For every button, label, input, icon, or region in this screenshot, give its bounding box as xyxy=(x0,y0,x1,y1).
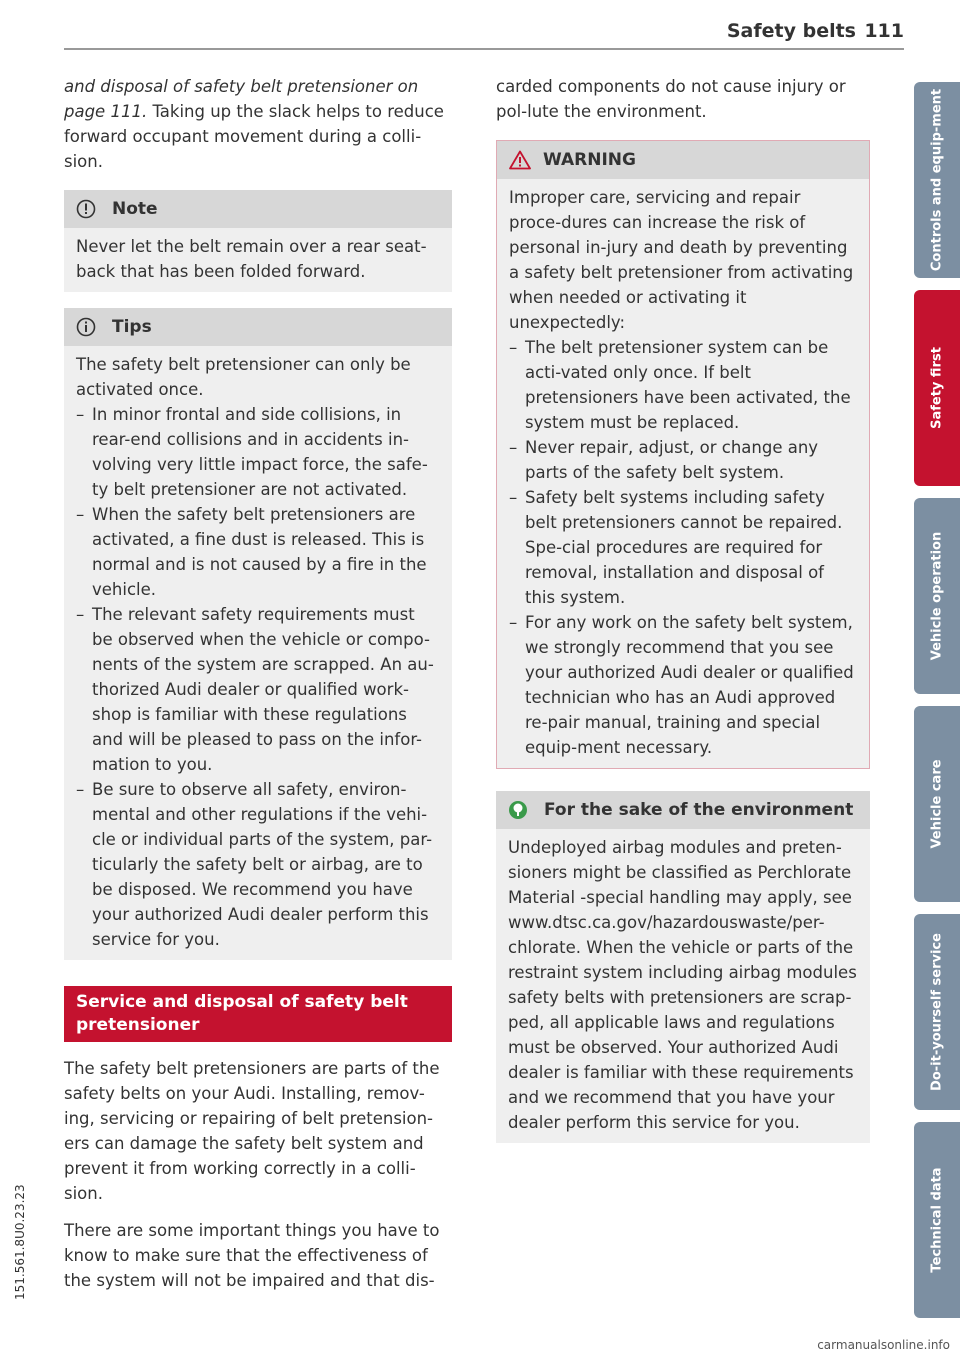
tab-controls-and-equipment[interactable]: Controls and equip-ment xyxy=(914,82,960,278)
tab-vehicle-care[interactable]: Vehicle care xyxy=(914,706,960,902)
exclamation-circle-icon xyxy=(76,199,96,219)
document-code: 151.561.8U0.23.23 xyxy=(13,1184,27,1300)
list-item: – Be sure to observe all safety, environ-mental and other regulations if the vehi-cle or individual parts of the system, par-ticularly the safety belt or airbag, are to be disposed. We recommend you have your authorized Audi dealer perform this service for you. xyxy=(76,777,440,952)
continued-paragraph: carded components do not cause injury or pol-lute the environment. xyxy=(496,77,846,121)
environment-header xyxy=(496,791,870,829)
watermark: carmanualsonline.info xyxy=(817,1338,950,1352)
note-body xyxy=(64,228,452,292)
warning-title: WARNING xyxy=(543,149,636,170)
intro-paragraph xyxy=(64,74,452,174)
tab-vehicle-operation[interactable]: Vehicle operation xyxy=(914,498,960,694)
note-box xyxy=(64,190,452,292)
right-column xyxy=(496,74,870,1143)
environment-tree-icon xyxy=(508,800,528,820)
warning-triangle-icon xyxy=(509,150,531,170)
tips-header xyxy=(64,308,452,346)
list-item: – Never repair, adjust, or change any parts of the safety belt system. xyxy=(509,435,857,485)
note-header xyxy=(64,190,452,228)
note-text: Never let the belt remain over a rear seat-back that has been folded forward. xyxy=(76,237,427,281)
intro-text: Taking up the slack helps to reduce forward occupant movement during a colli-sion. xyxy=(64,102,444,171)
list-item: – For any work on the safety belt system, we strongly recommend that you see your authorized Audi dealer or qualified technician who has an Audi approved re-pair manual, training and special equip-ment necessary. xyxy=(509,610,857,760)
tab-safety-first[interactable]: Safety first xyxy=(914,290,960,486)
page-number: 111 xyxy=(864,20,904,42)
warning-intro: Improper care, servicing and repair proce-dures can increase the risk of personal in-jury and death by preventing a safety belt pretensioner from activating when needed or activating it unexpectedly: xyxy=(509,188,854,332)
section-heading: Service and disposal of safety belt pretensioner xyxy=(64,986,452,1042)
environment-body xyxy=(496,829,870,1143)
tips-box xyxy=(64,308,452,960)
tips-body xyxy=(64,346,452,960)
list-item: – The belt pretensioner system can be acti-vated only once. If belt pretensioners have been activated, the system must be replaced. xyxy=(509,335,857,435)
tab-do-it-yourself-service[interactable]: Do-it-yourself service xyxy=(914,914,960,1110)
list-item: – In minor frontal and side collisions, in rear-end collisions and in accidents in-volving very little impact force, the safe-ty belt pretensioner are not activated. xyxy=(76,402,440,502)
tips-intro: The safety belt pretensioner can only be activated once. xyxy=(76,355,411,399)
page-header xyxy=(64,20,904,56)
chapter-title: Safety belts xyxy=(726,20,856,42)
warning-box xyxy=(496,140,870,769)
warning-body xyxy=(497,179,869,768)
list-item: – When the safety belt pretensioners are activated, a fine dust is released. This is normal and is not caused by a fire in the vehicle. xyxy=(76,502,440,602)
list-item: – Safety belt systems including safety belt pretensioners cannot be repaired. Spe-cial procedures are required for removal, installation and disposal of this system. xyxy=(509,485,857,610)
note-title: Note xyxy=(112,198,158,219)
warning-header xyxy=(497,141,869,179)
environment-box xyxy=(496,791,870,1143)
left-column xyxy=(64,74,452,1293)
header-rule xyxy=(64,48,904,50)
environment-text: Undeployed airbag modules and preten-sioners might be classified as Perchlorate Material -special handling may apply, see www.dtsc.ca.gov/hazardouswaste/per-chlorate. When the vehicle or parts of the restraint system including airbag modules safety belts with pretensioners are scrap-ped, all applicable laws and regulations must be observed. Your authorized Audi dealer is familiar with these requirements and we recommend that you have your dealer perform this service for you. xyxy=(508,838,857,1132)
body-paragraph: The safety belt pretensioners are parts of the safety belts on your Audi. Installing, remov-ing, servicing or repairing of belt pretension-ers can damage the safety belt system and prevent it from working correctly in a colli-sion. xyxy=(64,1059,440,1203)
body-paragraph: There are some important things you have to know to make sure that the effectiveness of the system will not be impaired and that dis- xyxy=(64,1221,440,1290)
info-icon xyxy=(76,317,96,337)
tips-list xyxy=(76,402,440,952)
warning-list xyxy=(509,335,857,760)
tips-title: Tips xyxy=(112,316,152,337)
environment-title: For the sake of the environment xyxy=(544,799,854,820)
tab-technical-data[interactable]: Technical data xyxy=(914,1122,960,1318)
intro-cross-reference[interactable]: and disposal of safety belt pretensioner on page 111. xyxy=(64,77,419,121)
list-item: – The relevant safety requirements must be observed when the vehicle or compo-nents of the system are scrapped. An au-thorized Audi dealer or qualified work-shop is familiar with these regulations and will be pleased to pass on the infor-mation to you. xyxy=(76,602,440,777)
